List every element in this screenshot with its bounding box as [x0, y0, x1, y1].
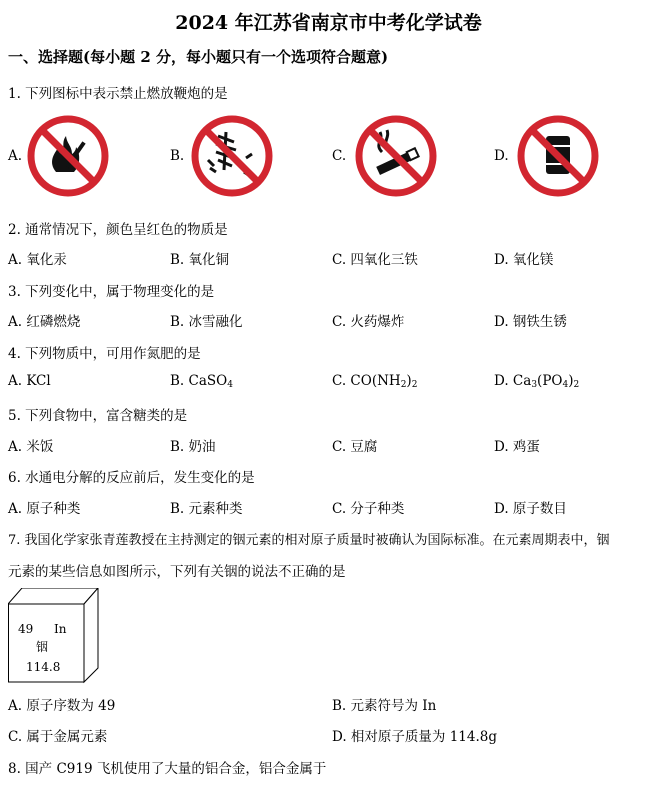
q5-option-a: A. 米饭 — [8, 439, 54, 455]
q7-option-a: A. 原子序数为 49 — [8, 698, 116, 714]
section-heading: 一、选择题(每小题 2 分，每小题只有一个选项符合题意) — [8, 48, 389, 66]
no-barrel-icon — [516, 114, 600, 198]
element-symbol: In — [54, 622, 67, 636]
q5-option-b: B. 奶油 — [170, 439, 216, 455]
element-atomic-mass: 114.8 — [26, 660, 61, 674]
q4-option-a: A. KCl — [8, 373, 51, 389]
question-7-stem-line-1: 7. 我国化学家张青莲教授在主持测定的铟元素的相对原子质量时被确认为国际标准。在元素周期表中，铟 — [8, 533, 610, 548]
question-7-stem-line-2: 元素的某些信息如图所示，下列有关铟的说法不正确的是 — [8, 564, 346, 580]
q2-option-a: A. 氧化汞 — [8, 252, 67, 268]
q2-option-d: D. 氧化镁 — [494, 252, 554, 268]
question-3-stem: 3. 下列变化中，属于物理变化的是 — [8, 284, 215, 300]
q6-option-d: D. 原子数目 — [494, 501, 567, 517]
q5-option-c: C. 豆腐 — [332, 439, 378, 455]
element-name: 铟 — [36, 640, 49, 654]
q4-option-c: C. $CO(NH_2)_2$ — [332, 373, 418, 390]
q1-option-d-label: D. — [494, 148, 509, 164]
q3-option-b: B. 冰雪融化 — [170, 314, 243, 330]
q6-option-c: C. 分子种类 — [332, 501, 405, 517]
q6-option-a: A. 原子种类 — [8, 501, 81, 517]
q3-option-c: C. 火药爆炸 — [332, 314, 405, 330]
q7-option-d: D. 相对原子质量为 114.8g — [332, 729, 498, 745]
q7-option-c: C. 属于金属元素 — [8, 729, 108, 745]
page-title: 2024 年江苏省南京市中考化学试卷 — [175, 12, 482, 34]
question-1-stem: 1. 下列图标中表示禁止燃放鞭炮的是 — [8, 86, 228, 102]
question-4-stem: 4. 下列物质中，可用作氮肥的是 — [8, 346, 201, 362]
no-firecrackers-icon — [190, 114, 274, 198]
q1-option-a-label: A. — [8, 148, 23, 164]
q3-option-a: A. 红磷燃烧 — [8, 314, 81, 330]
question-8-stem: 8. 国产 C919 飞机使用了大量的铝合金，铝合金属于 — [8, 761, 327, 777]
q2-option-c: C. 四氧化三铁 — [332, 252, 418, 268]
element-cell-indium — [8, 588, 100, 684]
q3-option-d: D. 钢铁生锈 — [494, 314, 567, 330]
element-atomic-number: 49 — [18, 622, 34, 636]
q5-option-d: D. 鸡蛋 — [494, 439, 540, 455]
question-6-stem: 6. 水通电分解的反应前后，发生变化的是 — [8, 470, 255, 486]
q1-option-c-label: C. — [332, 148, 347, 164]
q2-option-b: B. 氧化铜 — [170, 252, 230, 268]
q6-option-b: B. 元素种类 — [170, 501, 243, 517]
q4-option-b: B. CaSO$_4$ — [170, 373, 233, 390]
q1-option-b-label: B. — [170, 148, 185, 164]
q4-option-d: D. $Ca_3(PO_4)_2$ — [494, 373, 580, 390]
q7-option-b: B. 元素符号为 In — [332, 698, 437, 714]
no-fire-icon — [26, 114, 110, 198]
question-5-stem: 5. 下列食物中，富含糖类的是 — [8, 408, 188, 424]
question-2-stem: 2. 通常情况下，颜色呈红色的物质是 — [8, 222, 228, 238]
no-smoking-icon — [354, 114, 438, 198]
